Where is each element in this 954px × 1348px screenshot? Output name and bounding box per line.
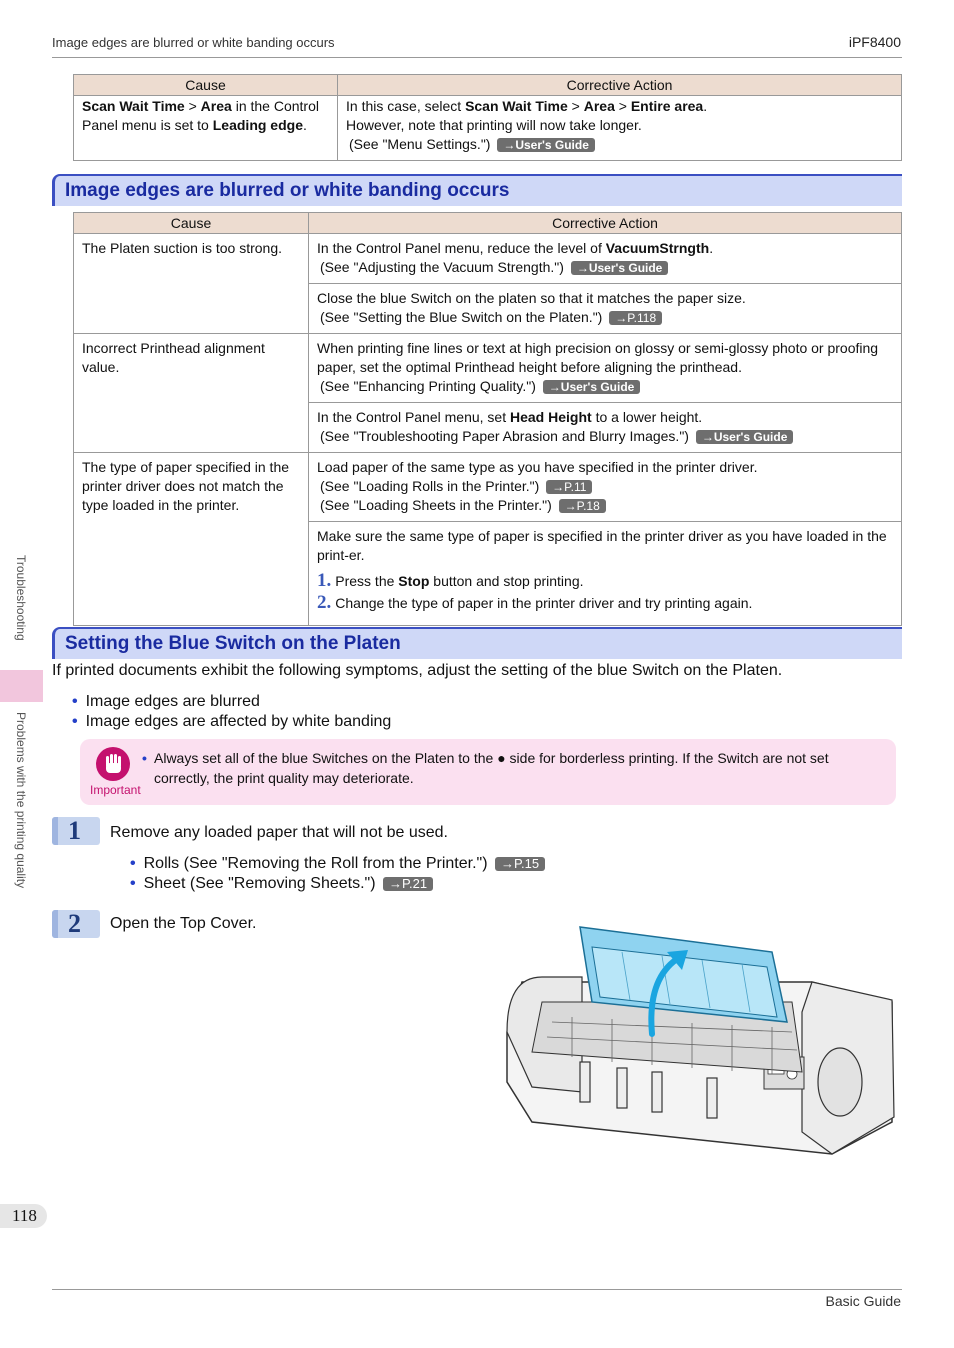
important-text: • Always set all of the blue Switches on the Platen to the ● side for borderless printing. If the Switch are not set correctly, the print quality may deteriorate.: [142, 750, 829, 786]
col-header-action: Corrective Action: [338, 75, 902, 96]
users-guide-link[interactable]: →User's Guide: [497, 138, 595, 152]
step-number-1: 1: [52, 817, 100, 845]
col-header-action: Corrective Action: [309, 213, 902, 234]
side-label-problems: Problems with the printing quality: [14, 712, 28, 889]
action-cell: Make sure the same type of paper is specified in the printer driver as you have loaded in the print-er. 1. Press the Stop button and stop printing. 2. Change the type of paper in the printer driver and try printing again.: [309, 522, 902, 626]
footer-title: Basic Guide: [825, 1293, 901, 1309]
step-text: Remove any loaded paper that will not be used.: [110, 824, 448, 841]
running-header: Image edges are blurred or white banding occurs: [52, 35, 335, 50]
col-header-cause: Cause: [74, 75, 338, 96]
important-label: Important: [90, 783, 141, 797]
table-scan-wait: [73, 74, 902, 161]
list-item: • Image edges are blurred: [72, 693, 260, 710]
side-label-troubleshooting: Troubleshooting: [14, 555, 28, 641]
users-guide-link[interactable]: →User's Guide: [543, 380, 641, 394]
action-cell: In the Control Panel menu, set Head Height to a lower height. (See "Troubleshooting Paper Abrasion and Blurry Images.") →User's Guide: [309, 403, 902, 453]
users-guide-link[interactable]: →User's Guide: [571, 261, 669, 275]
action-cell: In this case, select Scan Wait Time > Area > Entire area. However, note that printing will now take longer. (See "Menu Settings.") →User's Guide: [338, 96, 902, 161]
col-header-cause: Cause: [74, 213, 309, 234]
printer-top-cover-illustration: [502, 922, 896, 1160]
hand-stop-icon: [96, 747, 130, 781]
section-title: Image edges are blurred or white banding occurs: [65, 180, 510, 201]
model-name: iPF8400: [848, 34, 901, 50]
list-item: • Rolls (See "Removing the Roll from the Printer.") →P.15: [130, 855, 545, 873]
page-link[interactable]: →P.11: [546, 480, 592, 494]
page-number: 118: [0, 1204, 47, 1228]
section-title: Setting the Blue Switch on the Platen: [65, 633, 401, 654]
cause-cell: The type of paper specified in the printer driver does not match the type loaded in the printer.: [74, 453, 309, 626]
footer-rule: [52, 1289, 902, 1290]
action-cell: Load paper of the same type as you have specified in the printer driver. (See "Loading Rolls in the Printer.") →P.11 (See "Loading Sheets in the Printer.") →P.18: [309, 453, 902, 522]
page-link[interactable]: →P.18: [559, 499, 606, 513]
action-cell: Close the blue Switch on the platen so that it matches the paper size. (See "Setting the Blue Switch on the Platen.") →P.118: [309, 284, 902, 334]
page-link[interactable]: →P.21: [383, 877, 433, 891]
section-heading-blue-switch: [52, 627, 902, 659]
action-cell: When printing fine lines or text at high precision on glossy or semi-glossy photo or proofing paper, set the optimal Printhead height before aligning the printhead. (See "Enhancing Printing Quality.") →User's Guide: [309, 334, 902, 403]
cause-cell: Scan Wait Time > Area in the Control Panel menu is set to Leading edge.: [74, 96, 338, 161]
side-tab-marker: [0, 670, 43, 702]
list-item: • Image edges are affected by white banding: [72, 713, 392, 730]
cause-cell: Incorrect Printhead alignment value.: [74, 334, 309, 453]
step-number-2: 2: [52, 910, 100, 938]
numbered-step: 2. Change the type of paper in the printer driver and try printing again.: [317, 592, 753, 613]
users-guide-link[interactable]: →User's Guide: [696, 430, 794, 444]
table-banding: [73, 212, 902, 626]
page-link[interactable]: →P.118: [609, 311, 662, 325]
cause-cell: The Platen suction is too strong.: [74, 234, 309, 334]
list-item: • Sheet (See "Removing Sheets.") →P.21: [130, 875, 433, 893]
important-note: [80, 739, 896, 805]
action-cell: In the Control Panel menu, reduce the level of VacuumStrngth. (See "Adjusting the Vacuum Strength.") →User's Guide: [309, 234, 902, 284]
step-text: Open the Top Cover.: [110, 915, 257, 932]
header-rule: [52, 57, 902, 58]
numbered-step: 1. Press the Stop button and stop printing.: [317, 570, 584, 591]
section-heading-banding: [52, 174, 902, 206]
page-link[interactable]: →P.15: [495, 857, 545, 871]
intro-paragraph: If printed documents exhibit the following symptoms, adjust the setting of the blue Switch on the Platen.: [52, 662, 783, 679]
